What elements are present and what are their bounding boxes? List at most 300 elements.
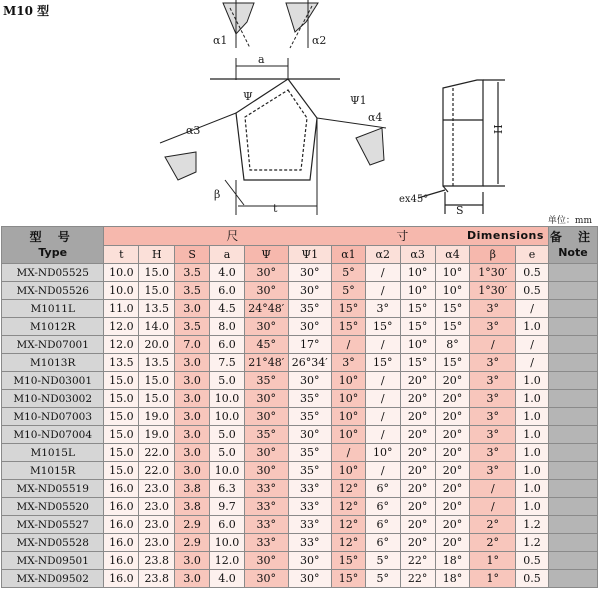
model-title: M10 型 <box>3 4 50 18</box>
table-row <box>2 336 598 354</box>
value-cell: 30° <box>288 552 332 570</box>
value-cell: 30° <box>288 372 332 390</box>
value-cell: 1°30′ <box>470 282 516 300</box>
value-cell: 15° <box>332 318 366 336</box>
type-cell: MX-ND05525 <box>2 264 104 282</box>
value-cell: 5° <box>332 264 366 282</box>
value-cell: 20° <box>435 390 470 408</box>
insert-outline <box>210 79 340 180</box>
table-row <box>2 408 598 426</box>
value-cell: 7.5 <box>210 354 245 372</box>
value-cell: 35° <box>288 408 332 426</box>
value-cell: 1.0 <box>516 480 549 498</box>
value-cell: 10.0 <box>210 408 245 426</box>
value-cell: 33° <box>244 516 288 534</box>
note-cell <box>548 444 597 462</box>
value-cell: 12° <box>332 498 366 516</box>
value-cell: 4.5 <box>210 300 245 318</box>
value-cell: 33° <box>244 498 288 516</box>
psi1-label: Ψ1 <box>350 94 367 107</box>
value-cell: 15° <box>435 300 470 318</box>
value-cell: 10.0 <box>104 282 139 300</box>
value-cell: 35° <box>288 300 332 318</box>
value-cell: 4.0 <box>210 264 245 282</box>
type-cell: M10-ND07003 <box>2 408 104 426</box>
value-cell: / <box>365 462 400 480</box>
table-row <box>2 354 598 372</box>
table-row <box>2 444 598 462</box>
type-cell: MX-ND05519 <box>2 480 104 498</box>
value-cell: 2.9 <box>175 516 210 534</box>
value-cell: 3° <box>470 426 516 444</box>
value-cell: 35° <box>288 444 332 462</box>
S-label: S <box>456 204 464 215</box>
value-cell: 14.0 <box>139 318 175 336</box>
alpha2-label: α2 <box>312 34 327 47</box>
value-cell: 5.0 <box>210 444 245 462</box>
value-cell: 15° <box>365 318 400 336</box>
value-cell: 1.0 <box>516 390 549 408</box>
value-cell: 8.0 <box>210 318 245 336</box>
value-cell: 10° <box>332 408 366 426</box>
value-cell: / <box>365 426 400 444</box>
type-header: 型 号 Type <box>2 227 104 264</box>
value-cell: 10° <box>400 336 435 354</box>
value-cell: 23.0 <box>139 534 175 552</box>
table-row <box>2 282 598 300</box>
value-cell: 33° <box>288 498 332 516</box>
value-cell: / <box>365 372 400 390</box>
value-cell: 3° <box>470 462 516 480</box>
value-cell: 1.0 <box>516 444 549 462</box>
value-cell: 30° <box>244 264 288 282</box>
value-cell: 3.0 <box>175 426 210 444</box>
value-cell: 3.5 <box>175 318 210 336</box>
type-cell: M1015R <box>2 462 104 480</box>
value-cell: 20° <box>400 480 435 498</box>
value-cell: 6.0 <box>210 516 245 534</box>
column-header: H <box>139 246 175 264</box>
note-cell <box>548 372 597 390</box>
value-cell: 10.0 <box>210 462 245 480</box>
value-cell: 3.0 <box>175 354 210 372</box>
note-cell <box>548 570 597 588</box>
value-cell: 20° <box>435 516 470 534</box>
table-row <box>2 426 598 444</box>
value-cell: / <box>365 408 400 426</box>
value-cell: 1.0 <box>516 318 549 336</box>
value-cell: 1.2 <box>516 534 549 552</box>
value-cell: 15° <box>435 318 470 336</box>
value-cell: 20° <box>400 498 435 516</box>
value-cell: 2° <box>470 516 516 534</box>
value-cell: 35° <box>244 426 288 444</box>
value-cell: 3.0 <box>175 462 210 480</box>
value-cell: 3° <box>470 390 516 408</box>
value-cell: 16.0 <box>104 516 139 534</box>
type-cell: M1013R <box>2 354 104 372</box>
value-cell: 30° <box>244 570 288 588</box>
value-cell: 13.5 <box>139 300 175 318</box>
value-cell: 33° <box>288 534 332 552</box>
value-cell: 1° <box>470 570 516 588</box>
value-cell: 20° <box>435 408 470 426</box>
value-cell: 1.0 <box>516 462 549 480</box>
value-cell: / <box>332 444 366 462</box>
value-cell: 1.0 <box>516 372 549 390</box>
value-cell: 1° <box>470 552 516 570</box>
value-cell: 35° <box>288 462 332 480</box>
value-cell: 30° <box>288 318 332 336</box>
table-row <box>2 534 598 552</box>
value-cell: 23.8 <box>139 570 175 588</box>
value-cell: 15° <box>435 354 470 372</box>
value-cell: 15° <box>400 354 435 372</box>
value-cell: 1.0 <box>516 408 549 426</box>
value-cell: 3.8 <box>175 498 210 516</box>
column-header: α4 <box>435 246 470 264</box>
value-cell: 15.0 <box>139 282 175 300</box>
value-cell: 16.0 <box>104 552 139 570</box>
value-cell: 3.0 <box>175 408 210 426</box>
value-cell: 15° <box>332 552 366 570</box>
value-cell: 23.8 <box>139 552 175 570</box>
value-cell: 3.8 <box>175 480 210 498</box>
column-header: a <box>210 246 245 264</box>
column-header: α1 <box>332 246 366 264</box>
value-cell: 6° <box>365 534 400 552</box>
value-cell: 19.0 <box>139 408 175 426</box>
note-cell <box>548 282 597 300</box>
value-cell: 20° <box>435 462 470 480</box>
value-cell: / <box>365 390 400 408</box>
value-cell: 30° <box>244 318 288 336</box>
type-cell: M1015L <box>2 444 104 462</box>
value-cell: 20° <box>435 372 470 390</box>
value-cell: 1.0 <box>516 426 549 444</box>
value-cell: 33° <box>244 534 288 552</box>
value-cell: 15° <box>365 354 400 372</box>
type-cell: MX-ND09501 <box>2 552 104 570</box>
value-cell: 2.9 <box>175 534 210 552</box>
value-cell: 7.0 <box>175 336 210 354</box>
value-cell: 3.0 <box>175 444 210 462</box>
table-row <box>2 372 598 390</box>
value-cell: 12° <box>332 480 366 498</box>
value-cell: 13.5 <box>104 354 139 372</box>
value-cell: 15° <box>400 300 435 318</box>
table-row <box>2 498 598 516</box>
value-cell: 3.0 <box>175 390 210 408</box>
value-cell: / <box>470 498 516 516</box>
table-row <box>2 318 598 336</box>
alpha1-label: α1 <box>213 34 228 47</box>
value-cell: 10° <box>400 264 435 282</box>
value-cell: 15.0 <box>139 372 175 390</box>
value-cell: 6.0 <box>210 282 245 300</box>
column-header: β <box>470 246 516 264</box>
value-cell: 8° <box>435 336 470 354</box>
value-cell: 20° <box>400 534 435 552</box>
column-header: Ψ1 <box>288 246 332 264</box>
note-cell <box>548 336 597 354</box>
value-cell: 16.0 <box>104 498 139 516</box>
value-cell: 6° <box>365 498 400 516</box>
value-cell: / <box>470 480 516 498</box>
note-cell <box>548 318 597 336</box>
value-cell: 20° <box>435 480 470 498</box>
table-row <box>2 570 598 588</box>
value-cell: 20° <box>400 408 435 426</box>
value-cell: 3.5 <box>175 282 210 300</box>
value-cell: 22° <box>400 552 435 570</box>
value-cell: 19.0 <box>139 426 175 444</box>
alpha3-label: α3 <box>186 124 201 137</box>
value-cell: 30° <box>244 282 288 300</box>
note-cell <box>548 462 597 480</box>
value-cell: 10.0 <box>104 264 139 282</box>
value-cell: 30° <box>244 444 288 462</box>
value-cell: 0.5 <box>516 570 549 588</box>
value-cell: 5° <box>332 282 366 300</box>
value-cell: 23.0 <box>139 516 175 534</box>
value-cell: 3° <box>332 354 366 372</box>
value-cell: 15.0 <box>104 426 139 444</box>
value-cell: 22.0 <box>139 462 175 480</box>
value-cell: / <box>516 354 549 372</box>
table-row <box>2 300 598 318</box>
value-cell: / <box>365 336 400 354</box>
value-cell: 17° <box>288 336 332 354</box>
note-cell <box>548 354 597 372</box>
value-cell: 30° <box>244 390 288 408</box>
psi-label: Ψ <box>243 90 253 103</box>
note-cell <box>548 534 597 552</box>
value-cell: / <box>516 300 549 318</box>
value-cell: 33° <box>288 480 332 498</box>
table-row <box>2 516 598 534</box>
type-cell: MX-ND05526 <box>2 282 104 300</box>
value-cell: 2° <box>470 534 516 552</box>
value-cell: 33° <box>288 516 332 534</box>
value-cell: / <box>470 336 516 354</box>
value-cell: 20° <box>400 444 435 462</box>
note-cell <box>548 426 597 444</box>
column-header: α2 <box>365 246 400 264</box>
value-cell: / <box>365 282 400 300</box>
type-cell: M1012R <box>2 318 104 336</box>
value-cell: 20° <box>435 444 470 462</box>
note-cell <box>548 390 597 408</box>
type-cell: M10-ND07004 <box>2 426 104 444</box>
value-cell: 3.0 <box>175 300 210 318</box>
column-header: e <box>516 246 549 264</box>
value-cell: 20° <box>400 516 435 534</box>
value-cell: 3.5 <box>175 264 210 282</box>
column-header: Ψ <box>244 246 288 264</box>
spec-table <box>1 226 598 588</box>
dimensions-header: 尺 寸 Dimensions <box>104 227 549 246</box>
a-label: a <box>258 53 265 66</box>
note-cell <box>548 516 597 534</box>
note-cell <box>548 408 597 426</box>
value-cell: / <box>365 264 400 282</box>
value-cell: 22° <box>400 570 435 588</box>
table-row <box>2 462 598 480</box>
H-label: H <box>492 124 505 134</box>
value-cell: 20° <box>435 498 470 516</box>
note-cell <box>548 480 597 498</box>
top-left-cutter <box>223 0 254 48</box>
value-cell: 5° <box>365 570 400 588</box>
type-cell: M10-ND03002 <box>2 390 104 408</box>
value-cell: / <box>332 336 366 354</box>
type-cell: MX-ND09502 <box>2 570 104 588</box>
value-cell: 3.0 <box>175 552 210 570</box>
value-cell: 15.0 <box>104 444 139 462</box>
type-cell: MX-ND05528 <box>2 534 104 552</box>
value-cell: 20° <box>435 534 470 552</box>
table-row <box>2 552 598 570</box>
unit-note: 单位：mm <box>547 216 592 226</box>
value-cell: 23.0 <box>139 480 175 498</box>
value-cell: 0.5 <box>516 552 549 570</box>
value-cell: 5.0 <box>210 372 245 390</box>
value-cell: 0.5 <box>516 282 549 300</box>
value-cell: 21°48′ <box>244 354 288 372</box>
value-cell: 0.5 <box>516 264 549 282</box>
table-row <box>2 264 598 282</box>
value-cell: 15.0 <box>139 264 175 282</box>
value-cell: 15° <box>400 318 435 336</box>
value-cell: 20° <box>400 426 435 444</box>
value-cell: 10° <box>435 264 470 282</box>
value-cell: 15.0 <box>104 408 139 426</box>
value-cell: 6° <box>365 516 400 534</box>
value-cell: 9.7 <box>210 498 245 516</box>
value-cell: 12° <box>332 516 366 534</box>
value-cell: 3.0 <box>175 372 210 390</box>
value-cell: 10° <box>332 372 366 390</box>
value-cell: 10° <box>332 462 366 480</box>
value-cell: 15.0 <box>104 390 139 408</box>
value-cell: 18° <box>435 570 470 588</box>
value-cell: 10° <box>365 444 400 462</box>
value-cell: 3° <box>470 444 516 462</box>
note-header: 备 注 Note <box>548 227 597 264</box>
value-cell: 12.0 <box>104 318 139 336</box>
value-cell: 3.0 <box>175 570 210 588</box>
type-cell: M1011L <box>2 300 104 318</box>
value-cell: 30° <box>244 552 288 570</box>
column-header: α3 <box>400 246 435 264</box>
chamfer-label: ex45° <box>399 194 429 205</box>
value-cell: 4.0 <box>210 570 245 588</box>
value-cell: 6° <box>365 480 400 498</box>
value-cell: 30° <box>288 426 332 444</box>
note-cell <box>548 552 597 570</box>
table-row <box>2 390 598 408</box>
t-label: t <box>273 202 278 215</box>
type-cell: MX-ND05527 <box>2 516 104 534</box>
value-cell: 6.3 <box>210 480 245 498</box>
value-cell: 3° <box>470 300 516 318</box>
value-cell: / <box>516 336 549 354</box>
value-cell: 20.0 <box>139 336 175 354</box>
value-cell: 15° <box>332 300 366 318</box>
value-cell: 15.0 <box>104 462 139 480</box>
value-cell: 22.0 <box>139 444 175 462</box>
value-cell: 10° <box>400 282 435 300</box>
value-cell: 35° <box>288 390 332 408</box>
value-cell: 3° <box>470 318 516 336</box>
value-cell: 20° <box>435 426 470 444</box>
note-cell <box>548 264 597 282</box>
value-cell: 10° <box>332 426 366 444</box>
value-cell: 30° <box>244 408 288 426</box>
value-cell: 10.0 <box>210 390 245 408</box>
column-header: S <box>175 246 210 264</box>
value-cell: 20° <box>400 372 435 390</box>
beta-label: β <box>214 188 221 201</box>
side-view <box>418 80 505 214</box>
value-cell: 3° <box>470 372 516 390</box>
value-cell: 23.0 <box>139 498 175 516</box>
value-cell: 20° <box>400 462 435 480</box>
right-cutter <box>317 118 386 165</box>
column-header: t <box>104 246 139 264</box>
value-cell: 5° <box>365 552 400 570</box>
value-cell: 10.0 <box>210 534 245 552</box>
table-row <box>2 480 598 498</box>
value-cell: 45° <box>244 336 288 354</box>
value-cell: 1.0 <box>516 498 549 516</box>
value-cell: 16.0 <box>104 480 139 498</box>
value-cell: 33° <box>244 480 288 498</box>
value-cell: 15.0 <box>104 372 139 390</box>
value-cell: 30° <box>288 264 332 282</box>
value-cell: 30° <box>244 462 288 480</box>
value-cell: 1°30′ <box>470 264 516 282</box>
value-cell: 16.0 <box>104 534 139 552</box>
value-cell: 10° <box>332 390 366 408</box>
value-cell: 3° <box>470 408 516 426</box>
value-cell: 3° <box>365 300 400 318</box>
value-cell: 35° <box>244 372 288 390</box>
value-cell: 16.0 <box>104 570 139 588</box>
value-cell: 5.0 <box>210 426 245 444</box>
type-cell: MX-ND07001 <box>2 336 104 354</box>
value-cell: 20° <box>400 390 435 408</box>
value-cell: 3° <box>470 354 516 372</box>
value-cell: 18° <box>435 552 470 570</box>
value-cell: 6.0 <box>210 336 245 354</box>
value-cell: 13.5 <box>139 354 175 372</box>
value-cell: 15.0 <box>139 390 175 408</box>
alpha4-label: α4 <box>368 111 383 124</box>
note-cell <box>548 498 597 516</box>
value-cell: 10° <box>435 282 470 300</box>
value-cell: 12° <box>332 534 366 552</box>
value-cell: 12.0 <box>210 552 245 570</box>
value-cell: 15° <box>332 570 366 588</box>
value-cell: 24°48′ <box>244 300 288 318</box>
value-cell: 12.0 <box>104 336 139 354</box>
value-cell: 1.2 <box>516 516 549 534</box>
type-cell: M10-ND03001 <box>2 372 104 390</box>
type-cell: MX-ND05520 <box>2 498 104 516</box>
note-cell <box>548 300 597 318</box>
